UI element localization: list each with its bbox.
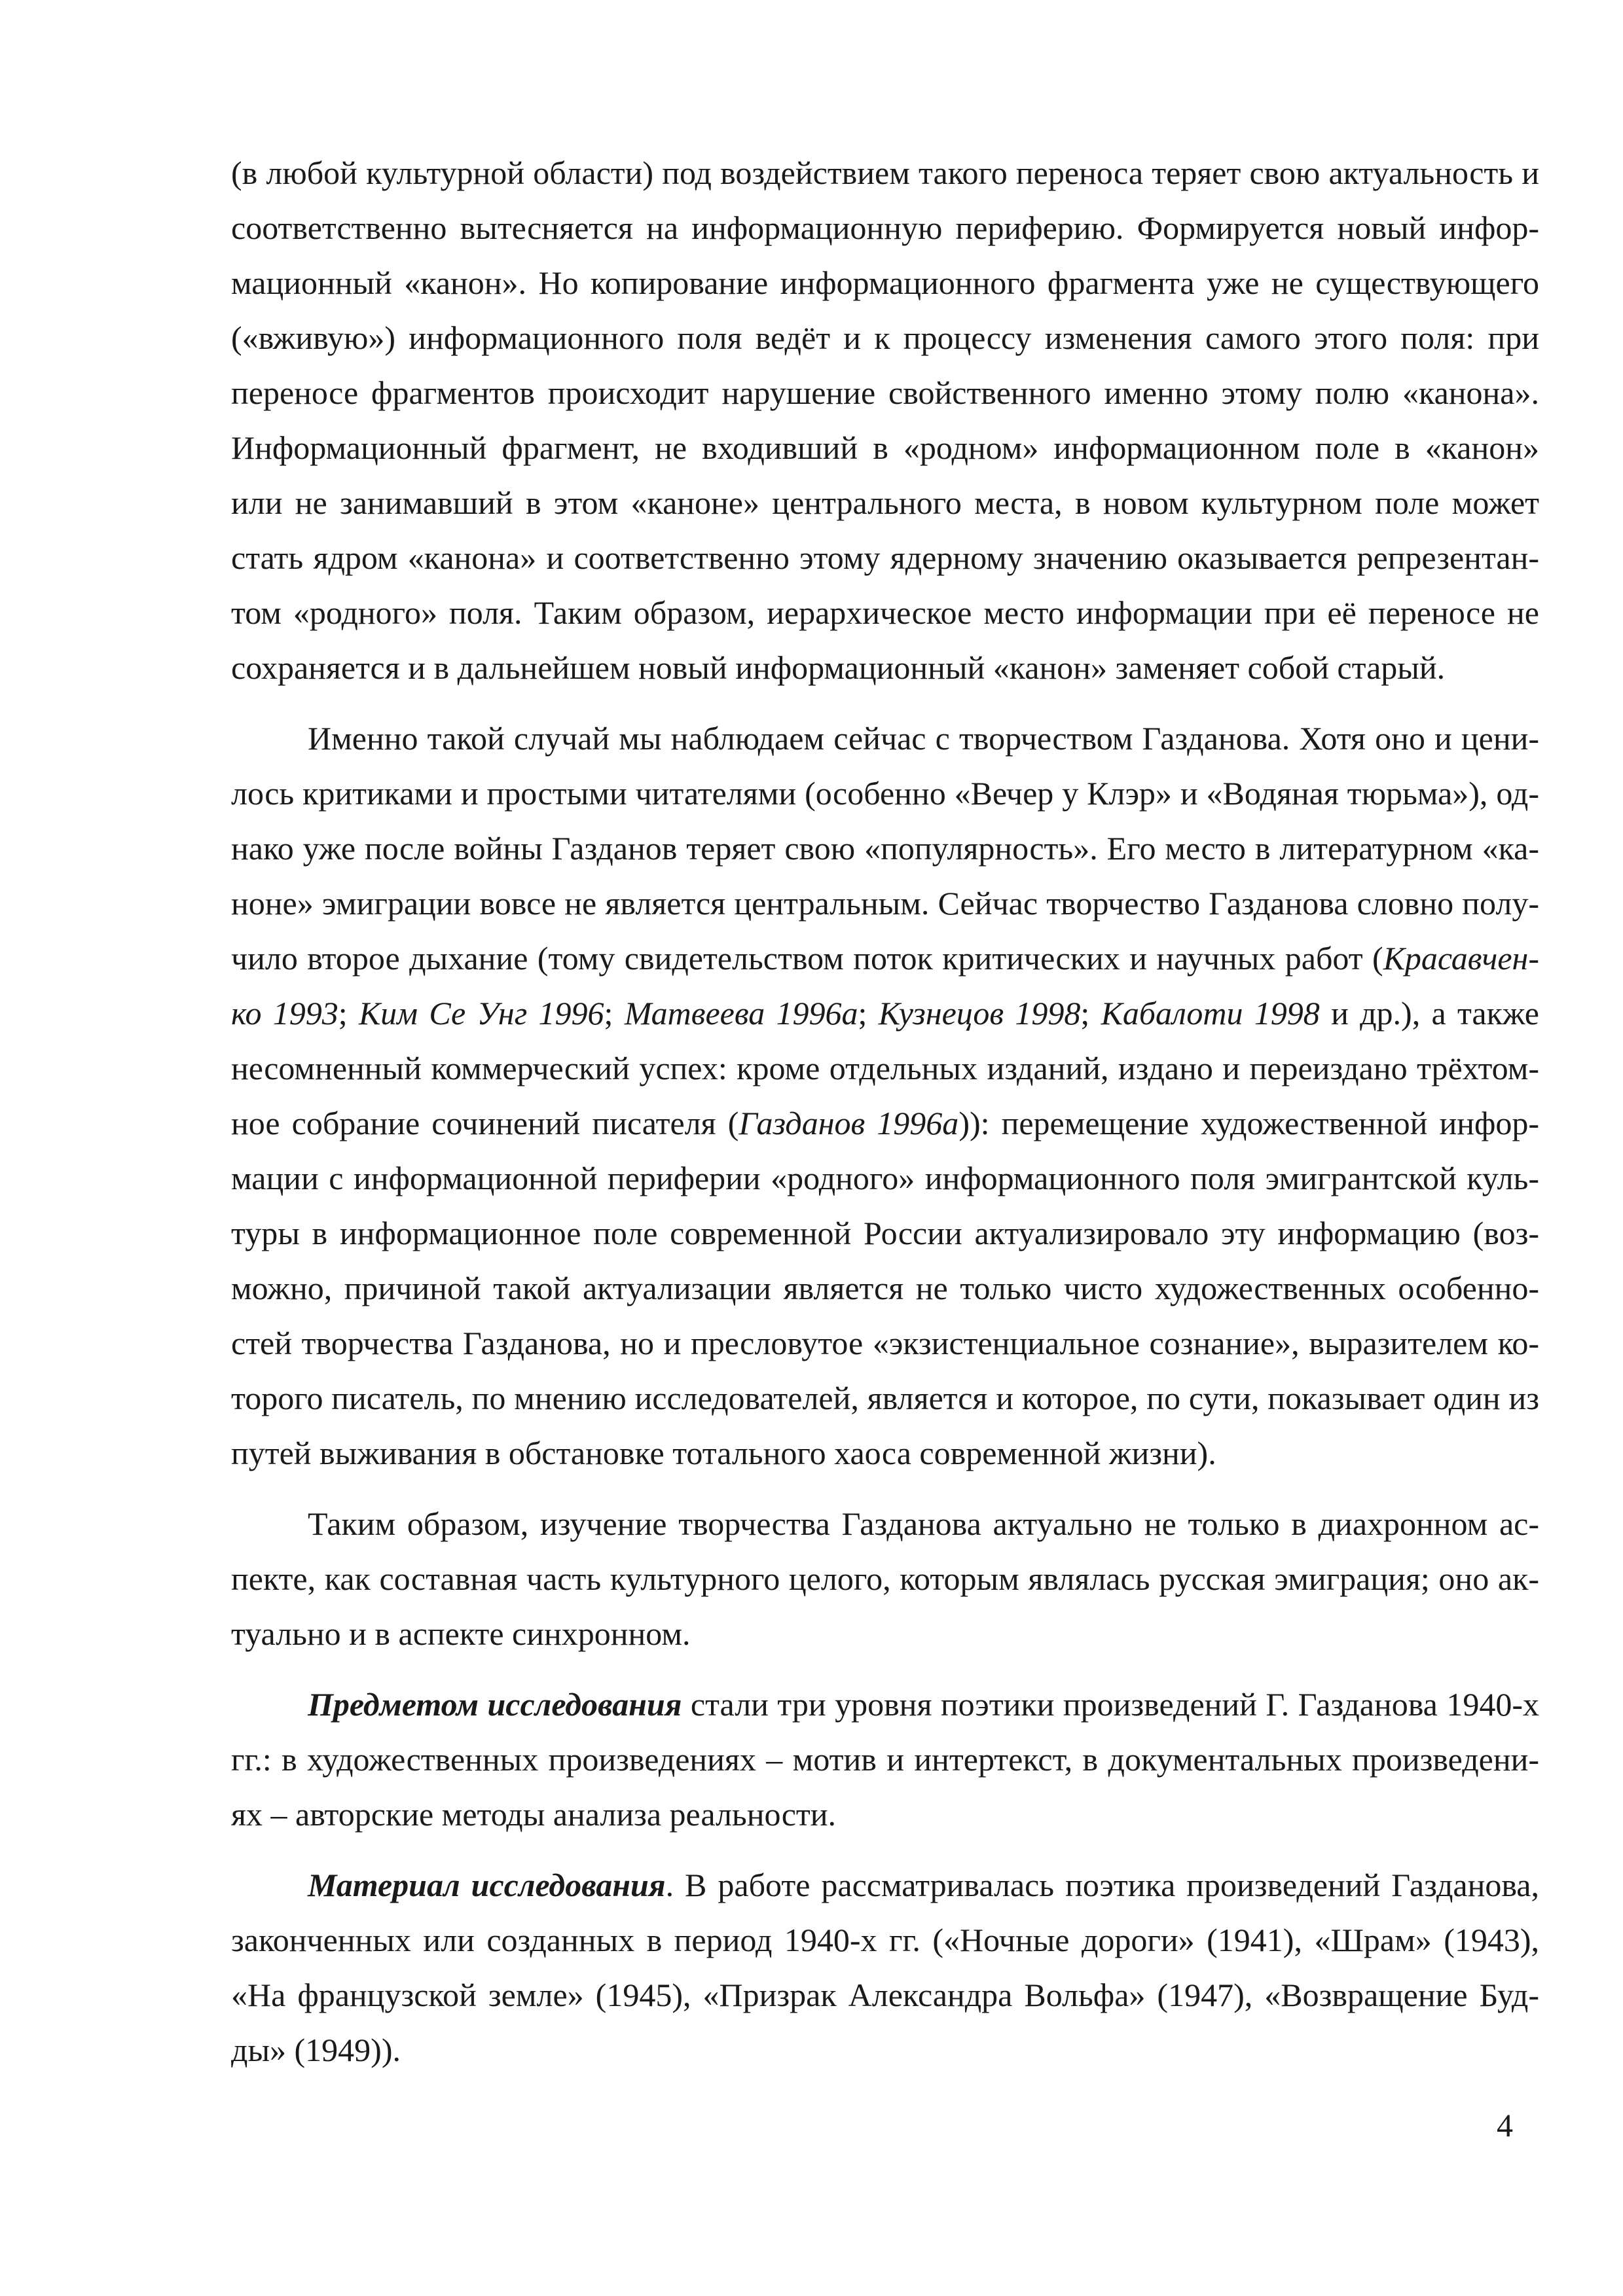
text-segment: )): перемещение художественной инфор- [958, 1105, 1540, 1141]
text-line [231, 1677, 1539, 1732]
paragraph-p4 [231, 1677, 1539, 1842]
text-segment: несомненный коммерческий успех: кроме отдельных изданий, издано и переиздано трёхтом- [231, 1050, 1539, 1086]
text-line [231, 255, 1539, 310]
text-line [231, 1151, 1539, 1206]
text-segment: туально и в аспекте синхронном. [231, 1615, 691, 1652]
text-line [231, 1912, 1539, 1967]
text-line [231, 365, 1539, 420]
paragraph-p5 [231, 1857, 1539, 2077]
text-line [231, 200, 1539, 255]
text-segment: ; [1080, 995, 1101, 1031]
text-line [231, 1496, 1539, 1551]
text-line [231, 876, 1539, 931]
text-segment: гг.: в художественных произведениях – мотив и интертекст, в документальных произведени- [231, 1741, 1539, 1778]
italic-citation-text: Кабалоти 1998 [1101, 995, 1320, 1031]
text-line [231, 1426, 1539, 1480]
text-segment: ; [858, 995, 879, 1031]
text-segment: ное собрание сочинений писателя ( [231, 1105, 739, 1141]
text-line [231, 145, 1539, 200]
text-line [231, 931, 1539, 986]
paragraph-gap [231, 1480, 1539, 1496]
italic-citation-text: ко 1993 [231, 995, 338, 1031]
paragraph-p2 [231, 711, 1539, 1480]
text-line [231, 1551, 1539, 1606]
text-line [231, 1967, 1539, 2022]
text-segment: Именно такой случай мы наблюдаем сейчас с творчеством Газданова. Хотя оно и цени- [308, 720, 1539, 757]
text-segment: ях – авторские методы анализа реальности. [231, 1796, 837, 1833]
paragraph-p3 [231, 1496, 1539, 1661]
document-page [231, 145, 1539, 2077]
italic-citation-text: Ким Се Унг 1996 [358, 995, 604, 1031]
text-segment: торого писатель, по мнению исследователей, является и которое, по сути, показывает один из [231, 1380, 1539, 1416]
text-line [231, 1606, 1539, 1661]
bold-italic-heading-text: Материал исследования [308, 1867, 666, 1903]
text-segment: чило второе дыхание (тому свидетельством поток критических и научных работ ( [231, 940, 1383, 977]
text-line [231, 986, 1539, 1041]
text-line [231, 310, 1539, 365]
text-segment: ; [604, 995, 625, 1031]
text-line [231, 530, 1539, 585]
text-line [231, 711, 1539, 766]
text-line [231, 1041, 1539, 1096]
text-segment: нако уже после войны Газданов теряет свою «популярность». Его место в литературном «ка- [231, 830, 1539, 867]
text-line [231, 1316, 1539, 1371]
text-segment: мации с информационной периферии «родного» информационного поля эмигрантской куль- [231, 1160, 1539, 1196]
text-segment: законченных или созданных в период 1940-х гг. («Ночные дороги» (1941), «Шрам» (1943), [231, 1922, 1539, 1958]
text-segment: ды» (1949)). [231, 2032, 401, 2068]
text-segment: переносе фрагментов происходит нарушение свойственного именно этому полю «канона». [231, 374, 1539, 411]
italic-citation-text: Матвеева 1996а [624, 995, 858, 1031]
bold-italic-heading-text: Предметом исследования [308, 1686, 682, 1723]
italic-citation-text: Газданов 1996а [739, 1105, 959, 1141]
text-segment: сохраняется и в дальнейшем новый информационный «канон» заменяет собой старый. [231, 649, 1446, 686]
text-line [231, 1261, 1539, 1316]
text-segment: стей творчества Газданова, но и пресловутое «экзистенциальное сознание», выразителем ко- [231, 1325, 1539, 1361]
text-segment: мационный «канон». Но копирование информационного фрагмента уже не существующего [231, 264, 1539, 301]
text-line [231, 1206, 1539, 1261]
text-segment: («вживую») информационного поля ведёт и к процессу изменения самого этого поля: при [231, 319, 1539, 356]
text-segment: и др.), а также [1319, 995, 1539, 1031]
text-line [231, 1096, 1539, 1151]
text-segment: ноне» эмиграции вовсе не является центральным. Сейчас творчество Газданова словно полу- [231, 885, 1539, 922]
text-line [231, 1371, 1539, 1426]
italic-citation-text: Красавчен- [1383, 940, 1539, 977]
paragraph-gap [231, 695, 1539, 711]
text-line [231, 1732, 1539, 1787]
text-line [231, 420, 1539, 475]
italic-citation-text: Кузнецов 1998 [878, 995, 1081, 1031]
text-segment: путей выживания в обстановке тотального хаоса современной жизни). [231, 1435, 1216, 1471]
text-line [231, 585, 1539, 640]
text-line [231, 1857, 1539, 1912]
paragraph-p1 [231, 145, 1539, 695]
text-segment: или не занимавший в этом «каноне» центрального места, в новом культурном поле может [231, 484, 1539, 521]
text-segment: соответственно вытесняется на информационную периферию. Формируется новый инфор- [231, 209, 1539, 246]
text-segment: стали три уровня поэтики произведений Г. Газданова 1940-х [682, 1686, 1540, 1723]
text-segment: Информационный фрагмент, не входивший в «родном» информационном поле в «канон» [231, 429, 1539, 466]
text-segment: ; [338, 995, 359, 1031]
text-line [231, 475, 1539, 530]
text-line [231, 2022, 1539, 2077]
paragraph-gap [231, 1661, 1539, 1677]
text-segment: туры в информационное поле современной России актуализировало эту информацию (воз- [231, 1215, 1539, 1251]
text-line [231, 640, 1539, 695]
text-segment: (в любой культурной области) под воздействием такого переноса теряет свою актуальность и [231, 154, 1539, 191]
text-segment: можно, причиной такой актуализации является не только чисто художественных особенно- [231, 1270, 1539, 1306]
text-segment: . В работе рассматривалась поэтика произведений Газданова, [665, 1867, 1539, 1903]
text-segment: Таким образом, изучение творчества Газданова актуально не только в диахронном ас- [308, 1505, 1539, 1542]
paragraph-gap [231, 1842, 1539, 1857]
text-segment: «На французской земле» (1945), «Призрак Александра Вольфа» (1947), «Возвращение Буд- [231, 1977, 1539, 2013]
text-line [231, 1787, 1539, 1842]
text-line [231, 766, 1539, 821]
text-segment: пекте, как составная часть культурного целого, которым являлась русская эмиграция; оно ак- [231, 1560, 1539, 1597]
page-number: 4 [1497, 2107, 1513, 2144]
text-segment: стать ядром «канона» и соответственно этому ядерному значению оказывается репрезентан- [231, 539, 1539, 576]
text-segment: лось критиками и простыми читателями (особенно «Вечер у Клэр» и «Водяная тюрьма»), од- [231, 775, 1539, 812]
text-segment: том «родного» поля. Таким образом, иерархическое место информации при её переносе не [231, 594, 1539, 631]
text-line [231, 821, 1539, 876]
